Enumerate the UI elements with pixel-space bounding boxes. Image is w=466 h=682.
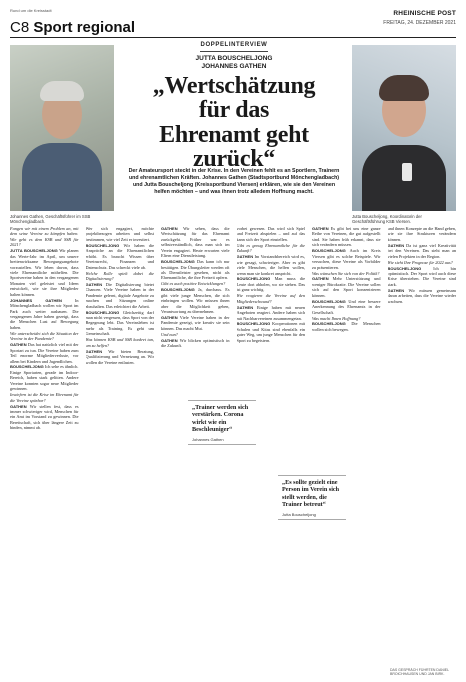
speaker-name: BOUSCHELJONG bbox=[312, 248, 346, 254]
text-column bbox=[10, 226, 79, 672]
headline bbox=[120, 74, 348, 172]
paragraph-text: Ich sehe es ähnlich. Einige Sportarten, gerade im Indoor-Bereich, haben stark gelitten. Andere Vereine konnten sogar neue Mitglieder gewinnen. bbox=[10, 364, 79, 392]
paragraph-text: Gibt es genug Ehrenamtliche für die Zukunft? bbox=[236, 242, 305, 254]
paragraph-text: Die Digitalisierung bietet Chancen. Viele Vereine haben in der Pandemie gelernt, digitale Angebote zu machen und Sitzungen online abzuhalten. Das erleichtert die Arbeit. bbox=[85, 281, 154, 309]
speaker-name: BOUSCHELJONG bbox=[236, 321, 271, 327]
body-paragraph bbox=[10, 404, 79, 431]
paragraph-text: Im Vorstandsbereich wird es, wie gesagt, schwieriger. Aber es gibt viele Menschen, die helfen wollen, wenn man sie konkret anspricht. bbox=[236, 254, 305, 276]
body-paragraph bbox=[312, 299, 381, 315]
body-paragraph bbox=[10, 342, 79, 364]
pull-quote-author: Johannes Gathen bbox=[192, 436, 224, 442]
paragraph-text: Welche Rolle spielt dabei die Digitalisierung? bbox=[85, 270, 154, 281]
paragraph-text: Wer sich engagiert, möchte projektbezogen arbeiten und selbst bestimmen, wie viel Zeit er investiert. bbox=[85, 226, 154, 242]
speaker-name: BOUSCHELJONG bbox=[312, 298, 346, 304]
paragraph-text: Auch im Kreis Viersen gibt es solche Beispiele. Wir versuchen, diese Vereine als Vorbilder zu präsentieren. bbox=[312, 248, 381, 270]
speaker-name: GATHEN bbox=[387, 287, 405, 293]
body-paragraph bbox=[10, 364, 79, 391]
pull-quote-text: „Es sollte gezielt eine Person im Verein sich stellt werden, die Trainer betreut“ bbox=[282, 479, 340, 509]
header-left-note: Rund um die Kreisstadt bbox=[10, 8, 52, 13]
paragraph-text: Was wünschen Sie sich von der Politik? bbox=[312, 270, 380, 276]
paragraph-text: Gleichzeitig darf man nicht vergessen, dass Sport von der Begegnung lebt. Das Vereinsleben ist mehr als Training. Es geht um Gemeinschaft. bbox=[85, 309, 154, 337]
body-paragraph bbox=[86, 349, 155, 365]
speaker-name: GATHEN bbox=[161, 337, 178, 343]
body-paragraph bbox=[237, 226, 306, 242]
headline-line-1: „Wertschätzung bbox=[152, 73, 316, 99]
issue-date: FREITAG, 24. DEZEMBER 2021 bbox=[383, 20, 456, 26]
text-column bbox=[161, 226, 230, 672]
paragraph-text: Wir blicken optimistisch in die Zukunft. bbox=[161, 337, 230, 349]
paragraph-text: Wir planen das Werte-Jahr im April, um unsere breitenwirksame Bewegungsangebote vorzustellen. Wir leben davon, dass viele Ehrenamtliche mithelfen. Die Sportvereine haben in den vergangenen Monaten viel geleistet und Ideen entwickelt, wie sie ihre Mitglieder halten können. bbox=[10, 248, 79, 297]
section-code: C8 bbox=[10, 19, 30, 36]
article-head bbox=[120, 40, 348, 215]
speaker-name: JUTTA BOUSCHELJONG bbox=[10, 248, 58, 254]
speaker-name: BOUSCHELJONG bbox=[85, 242, 120, 248]
pull-quote-1 bbox=[188, 400, 256, 445]
paragraph-text: Wir müssen gemeinsam daran arbeiten, dass die Vereine wieder wachsen. bbox=[387, 287, 456, 304]
speaker-name: GATHEN bbox=[387, 242, 405, 248]
body-paragraph bbox=[86, 243, 155, 270]
headline-line-2: für das bbox=[198, 97, 270, 124]
paragraph-text: vorbei gewesen. Das wird sich Spiel und Freizeit abspielen – und auf das kann sich der Sport einstellen. bbox=[236, 226, 305, 242]
speaker-name: GATHEN bbox=[161, 226, 178, 231]
paragraph-text: Einige haben mit neuen Angeboten reagiert. Andere haben sich mit Nachbarvereinen zusammengetan. bbox=[236, 304, 305, 321]
section-title bbox=[10, 19, 135, 36]
byline-name-2: JOHANNES GATHEN bbox=[201, 63, 267, 71]
paragraph-text: Viele Vereine haben in der Pandemie gezeigt, wie kreativ sie sein können. Das macht Mut. bbox=[161, 315, 230, 331]
body-paragraph bbox=[237, 254, 306, 276]
interview-question bbox=[10, 331, 79, 342]
interview-question bbox=[388, 260, 457, 265]
speaker-name: GATHEN bbox=[10, 403, 27, 409]
paragraph-text: Wir stellen fest, dass es immer schwieriger wird, Menschen für ein Amt im Vorstand zu gewinnen. Die Bereitschaft, sich über längere Zeit zu binden, nimmt ab. bbox=[10, 403, 79, 431]
interview-question bbox=[86, 337, 155, 348]
speaker-name: BOUSCHELJONG bbox=[85, 309, 120, 315]
body-paragraph bbox=[312, 226, 381, 248]
page-header bbox=[10, 8, 456, 38]
paragraph-text: Kooperationen mit Schulen und Kitas sind ebenfalls ein guter Weg, um junge Menschen für den Sport zu begeistern. bbox=[236, 321, 305, 343]
kicker: DOPPELINTERVIEW bbox=[200, 42, 268, 48]
body-paragraph bbox=[10, 248, 79, 297]
paragraph-text: Fangen wir mit einem Problem an, mit dem seine Vereine zu kämpfen haben. Wie geht es dem KSB und SSB für 2021? bbox=[10, 226, 79, 248]
text-column bbox=[86, 226, 155, 672]
body-paragraph bbox=[312, 321, 381, 332]
speaker-name: GATHEN bbox=[236, 304, 254, 310]
body-paragraph bbox=[161, 338, 230, 349]
body-paragraph bbox=[10, 226, 79, 248]
body-paragraph bbox=[161, 226, 230, 259]
speaker-name: GATHEN bbox=[312, 226, 329, 231]
section-name: Sport regional bbox=[33, 19, 136, 36]
paragraph-text: In Mönchengladbach wollen wir Sport im Park auch weiter ausbauen. Die vergangenen Jahre haben gezeigt, dass die Menschen Lust auf Bewegung haben. bbox=[10, 297, 79, 330]
paragraph-text: Mehr Unterstützung und weniger Bürokratie. Die Vereine sollen sich auf den Sport konzentrieren können. bbox=[312, 276, 381, 298]
body-paragraph bbox=[388, 266, 457, 288]
paragraph-text: Wie sieht Ihre Prognose für 2022 aus? bbox=[387, 259, 453, 265]
body-paragraph bbox=[388, 226, 457, 242]
photo-johannes-gathen bbox=[10, 45, 114, 211]
lead-paragraph: Der Amateursport steckt in der Krise. In den Vereinen fehlt es an Sportlern, Trainern und ehrenamtlichen Kräften. Johannes Gathen (Stadtsportbund Mönchengladbach) und Jutta Bouscheljong (Kreissportbund Viersen) erklären, wie sie den Vereinen helfen möchten – und was ihnen trotz alledem Hoffnung macht. bbox=[128, 168, 340, 196]
byline bbox=[120, 55, 348, 72]
speaker-name: BOUSCHELJONG bbox=[387, 265, 422, 271]
body-paragraph bbox=[237, 321, 306, 343]
kicker-rule bbox=[200, 51, 268, 52]
body-paragraph bbox=[388, 243, 457, 259]
interview-question bbox=[312, 271, 381, 276]
paragraph-text: Wir bieten Beratung, Qualifizierung und Vernetzung an. Wir wollen die Vereine entlasten. bbox=[85, 348, 154, 365]
body-paragraph bbox=[86, 282, 155, 309]
headline-line-3: Ehrenamt geht bbox=[159, 121, 309, 148]
body-paragraph bbox=[388, 288, 457, 304]
paragraph-text: und ihnen Konzepte an die Hand geben, wie sie ihre Strukturen verändern können. bbox=[387, 226, 456, 242]
body-paragraph bbox=[86, 226, 155, 242]
speaker-name: BOUSCHELJONG bbox=[10, 364, 44, 370]
paragraph-text: Es gibt bei uns eine ganze Reihe von Vereinen, die gut aufgestellt sind. Sie haben früh erkannt, dass sie sich verändern müssen. bbox=[312, 226, 381, 248]
body-paragraph bbox=[161, 259, 230, 281]
pull-quote-text: „Trainer werden sich verstärken. Corona wirkt wie ein Beschleuniger“ bbox=[192, 404, 249, 434]
body-paragraph bbox=[161, 287, 230, 314]
paragraph-text: Gibt es auch positive Entwicklungen? bbox=[161, 281, 226, 287]
speaker-name: GATHEN bbox=[312, 276, 329, 282]
paragraph-text: Das kann ich nur bestätigen. Die Übungsleiter werden oft als Dienstleister gesehen, nicht als Ehrenamtliche, die ihre Freizeit opfern. bbox=[161, 259, 230, 281]
paragraph-text: Was können KSB und SSB konkret tun, um zu helfen? bbox=[85, 337, 154, 348]
paragraph-text: Was macht Ihnen Hoffnung? bbox=[312, 315, 361, 321]
text-column bbox=[237, 226, 306, 672]
speaker-name: GATHEN bbox=[161, 315, 178, 320]
paragraph-text: Und nun? bbox=[161, 331, 178, 337]
pull-quote-2 bbox=[278, 475, 346, 520]
paragraph-text: Ich bin optimistisch. Der Sport wird auch diese Krise überstehen. Die Vereine sind stark. bbox=[387, 265, 456, 287]
paragraph-text: Ja, durchaus. Es gibt viele junge Menschen, die sich einbringen wollen. Wir müssen ihnen aber die Möglichkeit geben, Verantwortung zu übernehmen. bbox=[161, 287, 230, 315]
headline-line-4: zurück“ bbox=[193, 146, 275, 173]
speaker-name: BOUSCHELJONG bbox=[312, 321, 346, 327]
photo-jutta-bouscheljong bbox=[352, 45, 456, 211]
interview-question bbox=[161, 332, 230, 337]
body-paragraph bbox=[312, 276, 381, 298]
article-body bbox=[10, 226, 456, 672]
interview-question bbox=[237, 293, 306, 304]
body-paragraph bbox=[161, 315, 230, 331]
interview-credit: DAS GESPRÄCH FÜHRTEN DANIEL BROICHHAUSEN UND JAN BIRK. bbox=[390, 667, 449, 676]
paragraph-text: Man muss die Leute dort abholen, wo sie stehen. Das ist ganz wichtig. bbox=[236, 276, 305, 293]
paragraph-text: Das hat natürlich viel mit der Sportart zu tun. Die Vereine haben zum Teil enorme Mitgliederverluste, vor allem bei Kindern und Jugendlichen. bbox=[10, 342, 79, 364]
masthead bbox=[383, 10, 456, 26]
interview-question bbox=[86, 271, 155, 282]
speaker-name: BOUSCHELJONG bbox=[236, 276, 271, 282]
paper-name: RHEINISCHE POST bbox=[393, 10, 456, 17]
photo-caption-left: Johannes Gathen, Geschäftsführer im SSB Mönchengladbach. bbox=[10, 214, 91, 225]
speaker-name: GATHEN bbox=[10, 342, 27, 348]
pull-quote-author: Jutta Bouscheljong bbox=[282, 511, 316, 517]
speaker-name: JOHANNES GATHEN bbox=[10, 297, 62, 303]
paragraph-text: Da ist ganz viel Kreativität bei den Vereinen. Das sieht man an vielen Projekten in der Region. bbox=[387, 242, 456, 259]
byline-name-1: JUTTA BOUSCHELJONG bbox=[195, 55, 273, 62]
speaker-name: BOUSCHELJONG bbox=[161, 259, 195, 265]
speaker-name: BOUSCHELJONG bbox=[161, 287, 195, 293]
photo-caption-right: Jutta Bouscheljong, Koordinatorin der Geschäftsführung KSB Viersen. bbox=[352, 214, 422, 225]
body-paragraph bbox=[237, 276, 306, 292]
paragraph-text: Wie unterscheidet sich die Situation der Vereine in der Pandemie? bbox=[10, 330, 79, 342]
body-paragraph bbox=[312, 248, 381, 270]
text-column bbox=[388, 226, 457, 672]
body-paragraph bbox=[86, 310, 155, 337]
text-column bbox=[312, 226, 381, 672]
paragraph-text: Wir sehen, dass die Wertschätzung für das Ehrenamt zurückgeht. Früher war es selbstverständlich, dass man sich im Verein engagiert. Heute erwarten viele Eltern eine Dienstleistung. bbox=[161, 226, 230, 259]
paragraph-text: Wie reagieren die Vereine auf den Mitgliederschwund? bbox=[236, 293, 305, 304]
paragraph-text: Und eine bessere Anerkennung des Ehrenamts in der Gesellschaft. bbox=[312, 298, 381, 315]
paragraph-text: Wir haben die Ansprüche an die Ehrenamtlichen erhöht. Es braucht Wissen über Vereinsrecht, Finanzen und Datenschutz. Das schreckt viele ab. bbox=[85, 242, 154, 270]
interview-question bbox=[312, 316, 381, 321]
body-paragraph bbox=[237, 305, 306, 321]
paragraph-text: Die Menschen wollen sich bewegen. bbox=[312, 321, 381, 332]
paragraph-text: Inwiefern ist die Krise im Ehrenamt für die Vereine spürbar? bbox=[10, 392, 79, 403]
speaker-name: GATHEN bbox=[85, 348, 103, 354]
body-paragraph bbox=[10, 298, 79, 331]
speaker-name: GATHEN bbox=[236, 254, 254, 260]
interview-question bbox=[10, 392, 79, 403]
interview-question bbox=[237, 243, 306, 254]
interview-question bbox=[161, 281, 230, 286]
speaker-name: GATHEN bbox=[85, 281, 103, 287]
